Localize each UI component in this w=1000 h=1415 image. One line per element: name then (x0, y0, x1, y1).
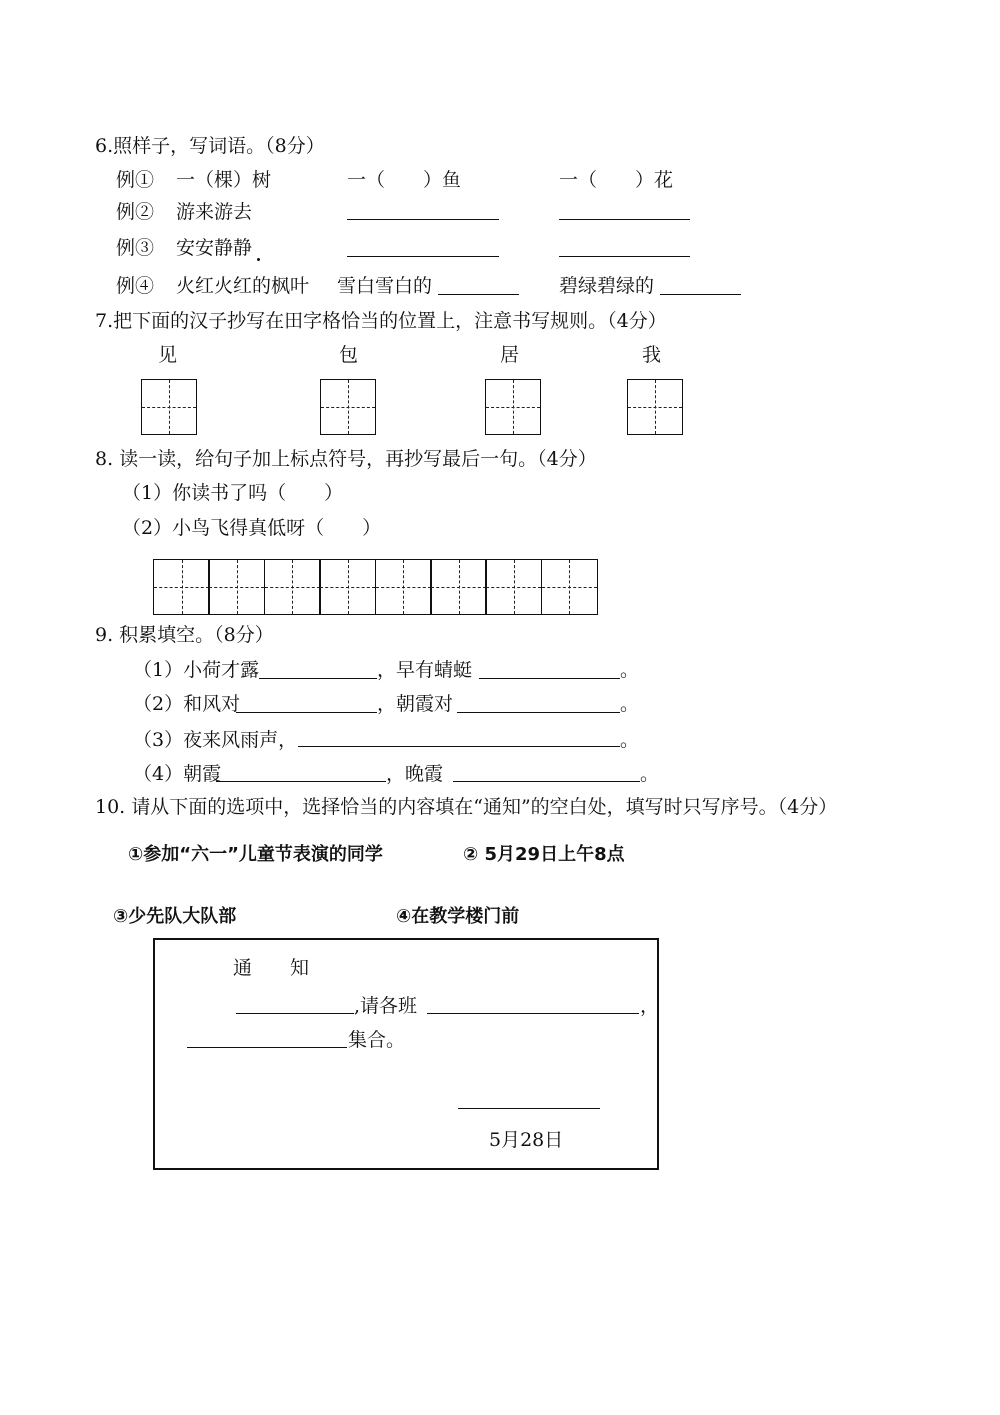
q6-row3-example: 安安静静 (176, 237, 253, 259)
q8-sentence-2: （2）小鸟飞得真低呀（ ） (122, 517, 382, 539)
q7-grid-1[interactable] (141, 379, 197, 435)
q8-grid-cell[interactable] (375, 559, 432, 615)
q7-grid-4[interactable] (627, 379, 683, 435)
q8-sentence-1: （1）你读书了吗（ ） (122, 482, 344, 504)
q9-line2-end: 。 (620, 693, 640, 715)
q7-grid-3[interactable] (485, 379, 541, 435)
notice-comma: ， (640, 995, 660, 1017)
notice-date: 5月28日 (489, 1129, 564, 1151)
q10-option-3: ③少先队大队部 (113, 906, 237, 927)
q6-row1-example: 一（棵）树 (176, 169, 272, 191)
q9-line2-b: ，朝霞对 (377, 693, 454, 715)
q6-row4-example: 火红火红的枫叶 (176, 275, 310, 297)
notice-blank-time[interactable] (236, 1013, 354, 1014)
q9-line2-a: （2）和风对 (133, 693, 241, 715)
q7-grid-2[interactable] (320, 379, 376, 435)
q7-title: 7.把下面的汉子抄写在田字格恰当的位置上，注意书写规则。（4分） (95, 310, 667, 332)
q10-title: 10. 请从下面的选项中，选择恰当的内容填在“通知”的空白处，填写时只写序号。（4分） (95, 796, 838, 818)
q6-row2-label: 例② (116, 201, 155, 223)
notice-text-1: ,请各班 (354, 995, 418, 1017)
q9-line4-blank1[interactable] (216, 781, 386, 782)
notice-blank-where[interactable] (187, 1047, 347, 1048)
q9-line2-blank1[interactable] (236, 712, 377, 713)
q8-grid-cell[interactable] (319, 559, 376, 615)
q6-row4-blank1[interactable] (438, 294, 519, 295)
q9-line4-b: ，晚霞 (386, 763, 444, 785)
q9-line1-blank1[interactable] (259, 678, 377, 679)
q8-copy-grid[interactable] (153, 559, 598, 615)
q10-option-2: ② 5月29日上午8点 (463, 844, 625, 865)
q6-row1-label: 例① (116, 169, 155, 191)
q9-title: 9. 积累填空。（8分） (95, 624, 274, 646)
q8-grid-cell[interactable] (430, 559, 487, 615)
q6-row2-blank1[interactable] (347, 219, 499, 220)
q8-grid-cell[interactable] (541, 559, 598, 615)
q8-title: 8. 读一读，给句子加上标点符号，再抄写最后一句。（4分） (95, 448, 597, 470)
q9-line4-end: 。 (640, 763, 660, 785)
q6-row4-blank2[interactable] (660, 294, 741, 295)
q9-line4-a: （4）朝霞 (133, 763, 222, 785)
q10-option-4: ④在教学楼门前 (396, 906, 520, 927)
q9-line3-blank[interactable] (298, 746, 620, 747)
notice-title: 通 知 (233, 957, 310, 979)
notice-box (153, 938, 659, 1170)
q8-grid-cell[interactable] (264, 559, 321, 615)
q6-row4-label: 例④ (116, 275, 155, 297)
notice-blank-who[interactable] (427, 1013, 639, 1014)
q6-row1-col3: 一（ ）花 (559, 169, 674, 191)
q7-char-3: 居 (500, 344, 520, 366)
notice-blank-sender[interactable] (458, 1108, 600, 1109)
q9-line1-blank2[interactable] (479, 678, 620, 679)
q6-row3-blank1[interactable] (347, 256, 499, 257)
q10-option-1: ①参加“六一”儿童节表演的同学 (128, 844, 383, 865)
q9-line1-a: （1）小荷才露 (133, 659, 260, 681)
q9-line3-end: 。 (620, 729, 640, 751)
q6-row2-blank2[interactable] (559, 219, 690, 220)
q7-char-4: 我 (642, 344, 662, 366)
notice-text-2: 集合。 (348, 1029, 406, 1051)
q9-line3-a: （3）夜来风雨声， (133, 729, 298, 751)
q9-line4-blank2[interactable] (453, 781, 640, 782)
q6-row2-example: 游来游去 (176, 201, 253, 223)
q7-char-2: 包 (339, 344, 359, 366)
q6-row3-blank2[interactable] (559, 256, 690, 257)
q6-row1-col2: 一（ ）鱼 (347, 169, 462, 191)
q8-grid-cell[interactable] (208, 559, 265, 615)
q8-grid-cell[interactable] (153, 559, 210, 615)
q6-row3-dot (257, 258, 260, 261)
q7-char-1: 见 (158, 344, 178, 366)
q9-line2-blank2[interactable] (457, 712, 620, 713)
q6-row4-col2: 雪白雪白的 (337, 275, 433, 297)
q6-row4-col3: 碧绿碧绿的 (559, 275, 655, 297)
q9-line1-end: 。 (620, 659, 640, 681)
q6-row3-label: 例③ (116, 237, 155, 259)
q8-grid-cell[interactable] (485, 559, 542, 615)
q6-title: 6.照样子，写词语。（8分） (95, 135, 325, 157)
q9-line1-b: ，早有蜻蜓 (377, 659, 473, 681)
